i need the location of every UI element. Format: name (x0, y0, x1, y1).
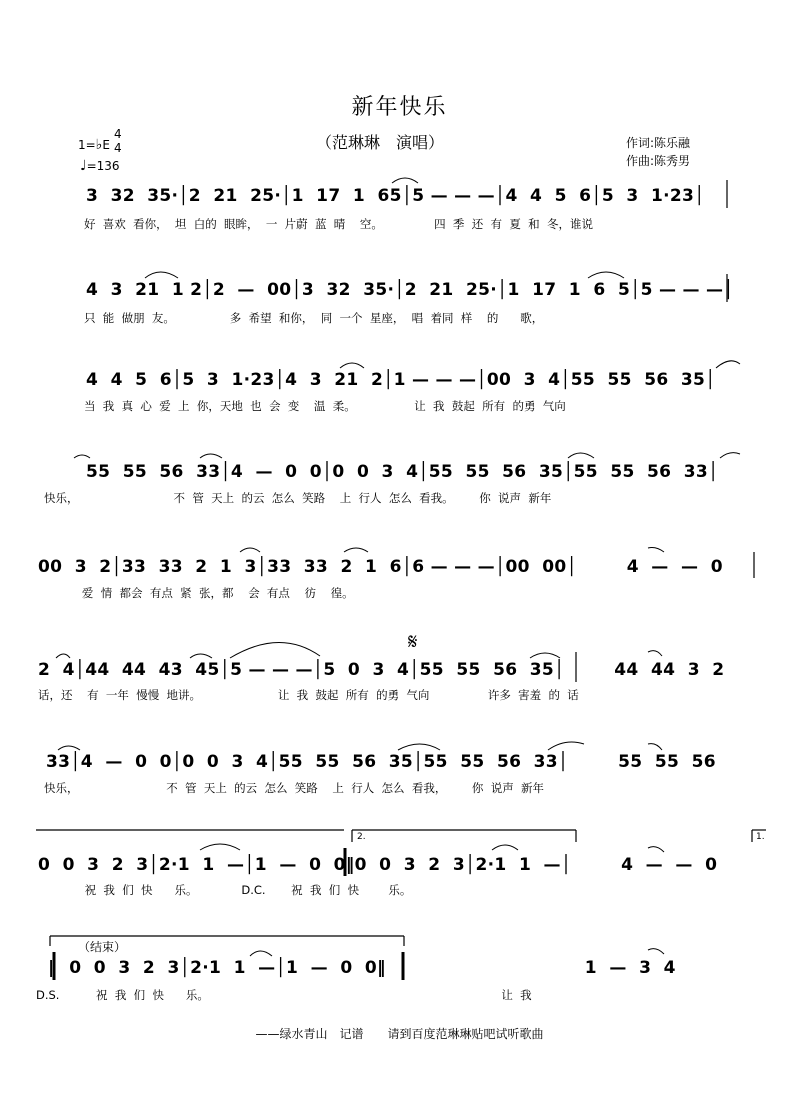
segno-icon: 𝄋 (408, 630, 418, 655)
notes-line-6: 2 4│44 44 43 45│5 — — —│5 0 3 4│55 55 56 35│ 44 44 3 2 (38, 660, 725, 680)
slur-line2-a (145, 272, 178, 278)
tempo-value: =136 (86, 159, 120, 173)
lyrics-line-9: D.S. 祝 我 们 快 乐。 让 我 (36, 988, 532, 1002)
lyricist: 作词:陈乐融 (626, 136, 691, 150)
notes-line-7: 33│4 — 0 0│0 0 3 4│55 55 56 35│55 55 56 33│ 55 55 56 (46, 752, 716, 772)
lyrics-line-2: 只 能 做朋 友。 多 希望 和你， 同 一个 星座， 唱 着同 样 的 歌， (84, 311, 544, 325)
slur-line6-b (190, 654, 212, 658)
slur-line7-d (648, 744, 662, 750)
time-bottom: 4 (114, 141, 122, 155)
lyrics-line-1: 好 喜欢 看你， 坦 白的 眼眸， 一 片蔚 蓝 晴 空。 四 季 还 有 夏 和 冬，谁说 (84, 217, 593, 231)
key-letter: E (102, 138, 110, 152)
slur-line4-c (568, 453, 594, 458)
key-label: 1= (78, 138, 96, 152)
key-signature: 1=♭E (78, 137, 110, 153)
slur-line8-b (492, 845, 518, 850)
slur-line9-a (250, 951, 272, 956)
volta-1-label: 1. (756, 832, 765, 842)
notes-line-5: 00 3 2│33 33 2 1 3│33 33 2 1 6│6 — — —│00 00│ 4 — — 0 (38, 557, 723, 577)
notes-line-1: 3 32 35·│2 21 25·│1 17 1 65│5 — — —│4 4 5 6│5 3 1·23│ (86, 186, 705, 206)
slur-line9-b (648, 949, 664, 954)
slur-line2-b (588, 272, 624, 278)
slur-line8-a (200, 844, 240, 850)
notes-line-8: 0 0 3 2 3│2·1 1 —│1 — 0 0‖0 0 3 2 3│2·1 1 —│ 4 — — 0 (38, 855, 718, 875)
notes-line-3: 4 4 5 6│5 3 1·23│4 3 21 2│1 — — —│00 3 4│55 55 56 35│ (86, 370, 716, 390)
slur-line5-a (240, 548, 260, 552)
lyrics-line-3: 当 我 真 心 爱 上 你，天地 也 会 变 温 柔。 让 我 鼓起 所有 的勇 气向 (84, 399, 566, 413)
notes-line-4: 55 55 56 33│4 — 0 0│0 0 3 4│55 55 56 35│55 55 56 33│ (86, 462, 719, 482)
song-title: 新年快乐 (351, 95, 448, 120)
slur-line7-b (398, 744, 440, 750)
slur-line3-b (716, 361, 740, 368)
lyrics-line-5: 爱 情 都会 有点 紧 张，都 会 有点 彷 徨。 (60, 586, 354, 600)
notes-line-9: ‖ 0 0 3 2 3│2·1 1 —│1 — 0 0‖ 1 — 3 4 (48, 958, 676, 978)
slur-line6-a (56, 654, 70, 658)
slur-line6-c (230, 642, 320, 658)
slur-line5-b (344, 548, 368, 552)
footer-note: ——绿水青山 记谱 请到百度范琳琳贴吧试听歌曲 (255, 1027, 544, 1041)
slur-line3-a (340, 363, 364, 368)
quarter-note-icon: ♩ (80, 158, 87, 174)
slur-line7-c (548, 742, 584, 750)
slur-line8-c (648, 847, 664, 852)
ending-label: （结束） (78, 940, 127, 954)
lyrics-line-7: 快乐， 不 管 天上 的云 怎么 笑路 上 行人 怎么 看我， 你 说声 新年 (44, 781, 545, 795)
time-top: 4 (114, 127, 122, 141)
slur-line6-d (530, 653, 560, 658)
slur-line4-d (720, 453, 740, 458)
song-subtitle: （范琳琳 演唱） (315, 133, 444, 152)
slur-line1-a (392, 178, 418, 183)
lyrics-line-8: 祝 我 们 快 乐。 D.C. 祝 我 们 快 乐。 (70, 883, 412, 897)
notes-line-2: 4 3 21 1 2│2 — 00│3 32 35·│2 21 25·│1 17 1 6 5│5 — — —│ (86, 280, 734, 300)
lyrics-line-6: 话，还 有 一年 慢慢 地讲。 让 我 鼓起 所有 的勇 气向 许多 害羞 的 话 (38, 688, 579, 702)
lyrics-line-4: 快乐， 不 管 天上 的云 怎么 笑路 上 行人 怎么 看我。 你 说声 新年 (44, 491, 552, 505)
volta-2-label: 2. (357, 832, 366, 842)
slur-line4-b (200, 454, 222, 458)
composer: 作曲:陈秀男 (626, 154, 691, 168)
slur-line7-a (58, 746, 80, 750)
slur-line4-a (74, 455, 90, 458)
slur-line6-e (648, 651, 662, 656)
slur-line5-c (648, 548, 664, 553)
